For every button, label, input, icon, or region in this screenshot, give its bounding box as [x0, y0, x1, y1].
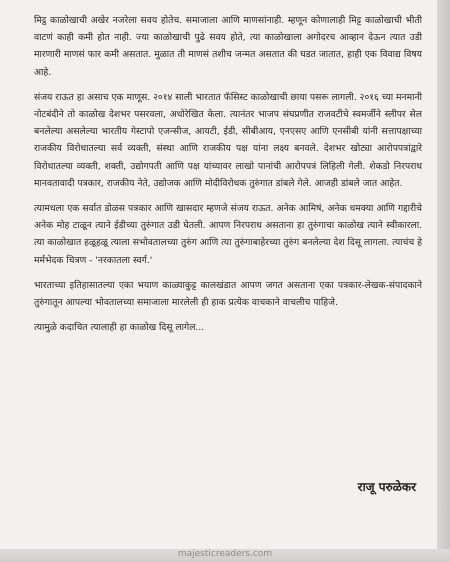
paragraph-2: संजय राऊत हा असाच एक माणूस. २०१४ साली भारतात फॅसिस्ट काळोखाची छाया पसरू लागली. २०१६ च्या मनमानी नोटबंदीने तो काळोख देशभर पसरवला, अधोरेखित केला. त्यानंतर भाजप संघप्रणीत राजवटीचे स्वमर्जीने स्लीपर सेल बनलेल्या असलेल्या भारतीय गेस्टापो एजन्सीज, आयटी, ईडी, सीबीआय, एनएसए आणि एनसीबी यांनी सत्तापक्षाच्या राजकीय विरोधातल्या सर्व व्यक्ती, संस्था आणि राजकीय पक्ष यांना लक्ष्य बनवले. देशभर खोट्या आरोपपत्रांद्वारे विरोधातल्या व्यक्ती, शक्ती, उद्योगपती आणि पक्ष यांच्यावर लाखो पानांची आरोपपत्रं लिहिली गेली. शेकडो निरपराध मानवतावादी पत्रकार, राजकीय नेते, उद्योजक आणि मोदीविरोधक तुरुंगात डांबले गेले. आजही डांबले जात आहेत.	[34, 91, 422, 189]
watermark: majesticreaders.com	[177, 549, 273, 559]
author-signature: राजू परुळेकर	[357, 480, 416, 494]
page-edge-right	[437, 0, 450, 562]
paragraph-3: त्यामधला एक सर्वात डोळस पत्रकार आणि खासदार म्हणजे संजय राऊत. अनेक आमिषं, अनेक धमक्या आणि गद्दारीचे अनेक मोह टाळून त्याने ईडीच्या तुरुंगात उडी घेतली. आपण निरपराध असताना हा तुरुंगाचा काळोख त्याने स्वीकारला. त्या काळोखात हळूहळू त्याला सभोवतालच्या तुरुंग आणि त्या तुरुंगाबाहेरच्या तुरुंग बनलेल्या देश दिसू लागला. त्याचंच हे मर्मभेदक चित्रण - 'नरकातला स्वर्ग.'	[34, 203, 422, 266]
blurb-text	[34, 12, 422, 344]
paragraph-1: मिट्ठ काळोखाची अखेर नजरेला सवय होतेच. समाजाला आणि माणसांनाही. म्हणून कोणालाही मिट्ट काळोखाची भीती वाटणं काही कमी होत नाही. ज्या काळोखाची पुढे सवय होते, त्या काळोखाला अगोदरच आव्हान देऊन त्यात उडी मारणारी माणसं फार कमी असतात. मुळात ती माणसं तशीच जन्मत असतात की घडत जातात, हाही एक विवाद्य विषय आहे.	[34, 15, 422, 78]
paragraph-4: भारताच्या इतिहासातल्या एका भयाण काळ्याकुट्ट कालखंडात आपण जगत असताना एका पत्रकार-लेखक-संपादकाने तुरुंगातून आपल्या भोवतालच्या समाजाला मारलेली ही हाक प्रत्येक वाचकाने वाचलीच पाहिजे.	[34, 279, 422, 309]
paragraph-5: त्यामुळे कदाचित त्यालाही हा काळोख दिसू लागेल...	[34, 322, 205, 334]
